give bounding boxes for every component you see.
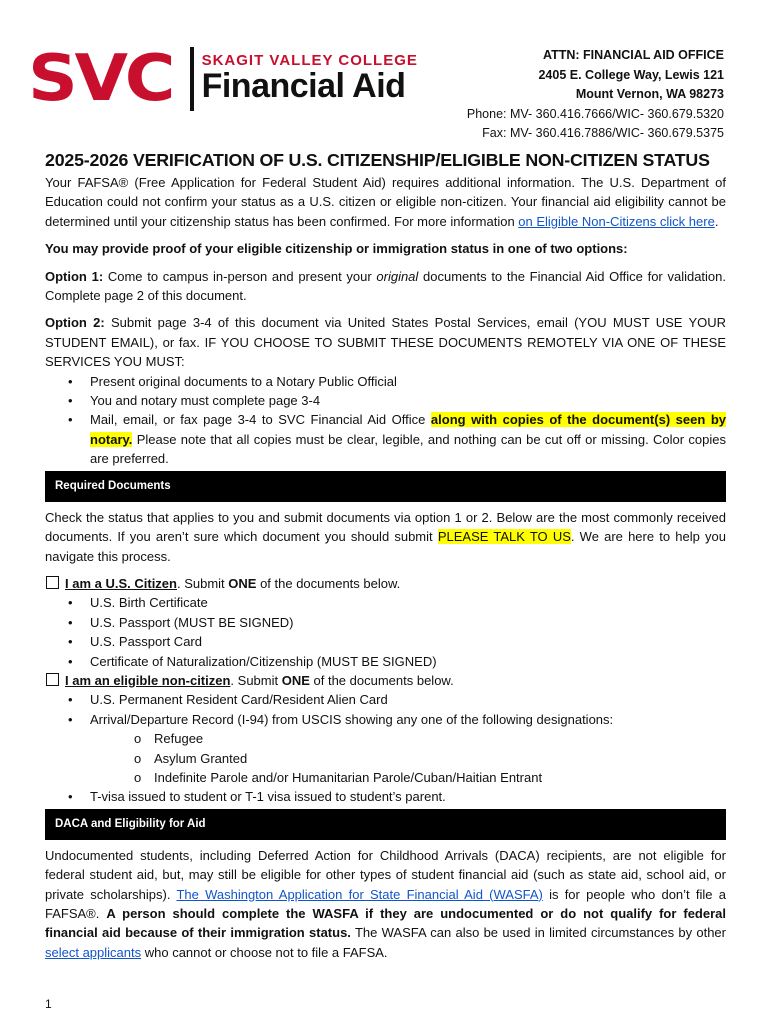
citizen-checkbox[interactable]: [46, 576, 59, 589]
list-item: • Present original documents to a Notary Public Official: [90, 372, 726, 391]
noncitizen-checkbox[interactable]: [46, 673, 59, 686]
address-phone: Phone: MV- 360.416.7666/WIC- 360.679.5320: [466, 106, 724, 121]
list-item: • U.S. Passport Card: [90, 632, 726, 651]
step-3-text-end: Please note that all copies must be clear, legible, and nothing can be cut off or missing. Color copies are preferred.: [90, 431, 726, 467]
required-docs-text-end: . We are here to help you navigate this process.: [45, 529, 726, 564]
noncitizen-text: . Submit: [230, 672, 282, 688]
list-item: • U.S. Permanent Resident Card/Resident Alien Card: [90, 690, 726, 709]
list-item: • T-visa issued to student or T-1 visa issued to student’s parent.: [90, 787, 726, 806]
option-1-text: Come to campus in-person and present your: [103, 268, 377, 284]
logo-divider: [190, 47, 194, 111]
logo-college-name: SKAGIT VALLEY COLLEGE: [201, 51, 418, 69]
eligible-noncitizens-link[interactable]: on Eligible Non-Citizens click here: [518, 213, 715, 229]
citizen-text: . Submit: [176, 575, 229, 591]
list-item: • U.S. Passport (MUST BE SIGNED): [90, 613, 726, 632]
step-3-text: Mail, email, or fax page 3-4 to SVC Financial Aid Office: [90, 412, 431, 428]
noncitizen-option: [45, 671, 726, 690]
list-item: o Indefinite Parole and/or Humanitarian Parole/Cuban/Haitian Entrant: [154, 768, 726, 787]
option-2-text: Submit page 3-4 of this document via United States Postal Services, email (YOU MUST USE YOUR STUDENT EMAIL), or fax. IF YOU CHOOSE TO SUBMIT THESE DOCUMENTS REMOTELY VIA ONE OF THESE SERVICES YOU MUST:: [45, 315, 727, 370]
address-city: Mount Vernon, WA 98273: [575, 87, 724, 101]
office-address: [467, 46, 724, 144]
address-street: 2405 E. College Way, Lewis 121: [538, 67, 724, 82]
list-item: • You and notary must complete page 3-4: [90, 391, 726, 410]
proof-heading: You may provide proof of your eligible citizenship or immigration status in one of two options:: [45, 241, 628, 257]
svc-financial-aid-logo: [28, 44, 418, 114]
option-1-label: Option 1:: [45, 268, 104, 284]
required-documents-bar: Required Documents: [45, 471, 726, 502]
document-body: [45, 173, 726, 962]
logo-text: [202, 53, 418, 105]
daca-text-2: is for people who don’t file a FAFSA®.: [45, 886, 726, 921]
required-docs-text: Check the status that applies to you and submit documents via option 1 or 2. Below are the most commonly received documents. If you aren’t sure which document you should submit: [45, 509, 726, 545]
daca-paragraph: [45, 846, 726, 962]
select-applicants-link[interactable]: select applicants: [45, 944, 142, 960]
address-attn: ATTN: FINANCIAL AID OFFICE: [543, 48, 724, 62]
required-docs-paragraph: [45, 508, 726, 566]
option-2-label: Option 2:: [45, 315, 105, 331]
list-item: [90, 410, 726, 468]
citizen-option: [45, 574, 726, 593]
talk-to-us-highlight: PLEASE TALK TO US: [437, 529, 571, 545]
option-2-steps: [45, 372, 726, 469]
option-2-paragraph: [45, 313, 726, 371]
document-title: 2025-2026 VERIFICATION OF U.S. CITIZENSHIP/ELIGIBLE NON-CITIZEN STATUS: [45, 150, 710, 170]
address-fax: Fax: MV- 360.416.7886/WIC- 360.679.5375: [482, 126, 724, 140]
list-item: o Refugee: [154, 729, 726, 748]
citizen-text-end: of the documents below.: [256, 575, 401, 591]
list-item: • U.S. Birth Certificate: [90, 593, 726, 612]
noncitizen-one: ONE: [281, 672, 310, 688]
list-item: [90, 710, 726, 788]
list-item: o Asylum Granted: [154, 749, 726, 768]
daca-bold: A person should complete the WASFA if they are undocumented or do not qualify for federal financial aid because of their immigration status.: [45, 906, 726, 941]
citizen-label: I am a U.S. Citizen: [65, 575, 177, 591]
page-number: 1: [45, 997, 52, 1011]
daca-bar: DACA and Eligibility for Aid: [45, 809, 726, 840]
intro-end: .: [714, 213, 719, 229]
noncitizen-text-end: of the documents below.: [309, 672, 454, 688]
logo-mark: SVC: [28, 42, 173, 116]
intro-paragraph: [45, 173, 726, 231]
option-1-paragraph: [45, 267, 726, 306]
intro-text: Your FAFSA® (Free Application for Federal Student Aid) requires additional information. The U.S. Department of Education could not confirm your status as a U.S. citizen or eligible non-citizen. Your financial aid eligibility cannot be determined until your citizenship status has been confirmed. For more information: [45, 175, 726, 229]
wasfa-link[interactable]: The Washington Application for State Financial Aid (WASFA): [176, 886, 543, 902]
option-1-text-end: documents to the Financial Aid Office for validation. Complete page 2 of this document.: [45, 268, 727, 304]
notary-copies-highlight: along with copies of the document(s) seen by notary.: [90, 412, 726, 447]
citizen-documents: [45, 593, 726, 671]
daca-text-end: who cannot or choose not to file a FAFSA.: [141, 944, 388, 960]
logo-department: Financial Aid: [201, 67, 406, 106]
i94-text: Arrival/Departure Record (I-94) from USCIS showing any one of the following designations:: [90, 711, 614, 727]
noncitizen-label: I am an eligible non-citizen: [65, 672, 231, 688]
noncitizen-documents: [45, 690, 726, 806]
citizen-one: ONE: [228, 575, 257, 591]
daca-text-3: The WASFA can also be used in limited circumstances by other: [350, 925, 726, 941]
daca-text: Undocumented students, including Deferred Action for Childhood Arrivals (DACA) recipients, are not eligible for federal student aid, but, may still be eligible for other types of student financial aid (such as state aid, school aid, or private scholarships).: [45, 847, 726, 902]
list-item: • Certificate of Naturalization/Citizenship (MUST BE SIGNED): [90, 652, 726, 671]
i94-designations: [90, 729, 726, 787]
option-1-original: original: [376, 268, 419, 284]
